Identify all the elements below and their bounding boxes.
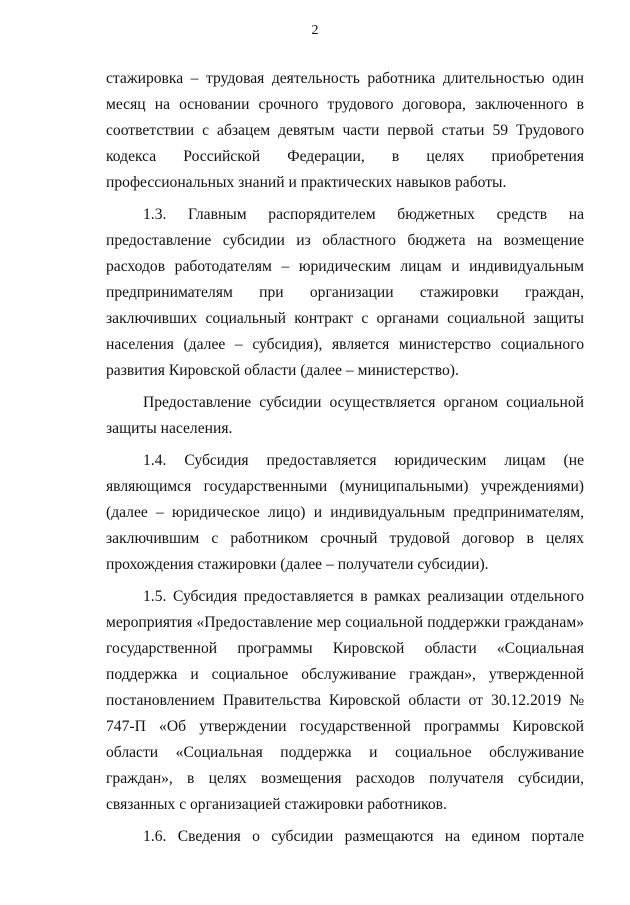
page-number: 2 bbox=[311, 23, 319, 38]
document-body bbox=[106, 66, 584, 856]
paragraph-1-6: 1.6. Сведения о субсидии размещаются на едином портале bbox=[143, 828, 584, 845]
paragraph-1-4: 1.4. Субсидия предоставляется юридическим лицам (не являющимся государственными (муниципальными) учреждениями) (далее – юридическое лицо) и индивидуальным предпринимателям, заключившим с работником срочный трудовой договор в целях прохождения стажировки (далее – получатели субсидии). bbox=[106, 452, 584, 573]
paragraph-definition-internship: стажировка – трудовая деятельность работника длительностью один месяц на основании срочного трудового договора, заключенного в соответствии с абзацем девятым части первой статьи 59 Трудового кодекса Российской Федерации, в целях приобретения профессиональных знаний и практических навыков работы. bbox=[106, 70, 584, 191]
paragraph-1-5: 1.5. Субсидия предоставляется в рамках реализации отдельного мероприятия «Предоставление мер социальной поддержки гражданам» государственной программы Кировской области «Социальная поддержка и социальное обслуживание граждан», утвержденной постановлением Правительства Кировской области от 30.12.2019 № 747-П «Об утверждении государственной программы Кировской области «Социальная поддержка и социальное обслуживание граждан», в целях возмещения расходов получателя субсидии, связанных с организацией стажировки работников. bbox=[106, 588, 584, 813]
paragraph-1-3: 1.3. Главным распорядителем бюджетных средств на предоставление субсидии из областного бюджета на возмещение расходов работодателям – юридическим лицам и индивидуальным предпринимателям при организации стажировки граждан, заключивших социальный контракт с органами социальной защиты населения (далее – субсидия), является министерство социального развития Кировской области (далее – министерство). bbox=[106, 206, 584, 379]
paragraph-subsidy-provider: Предоставление субсидии осуществляется органом социальной защиты населения. bbox=[106, 394, 584, 437]
